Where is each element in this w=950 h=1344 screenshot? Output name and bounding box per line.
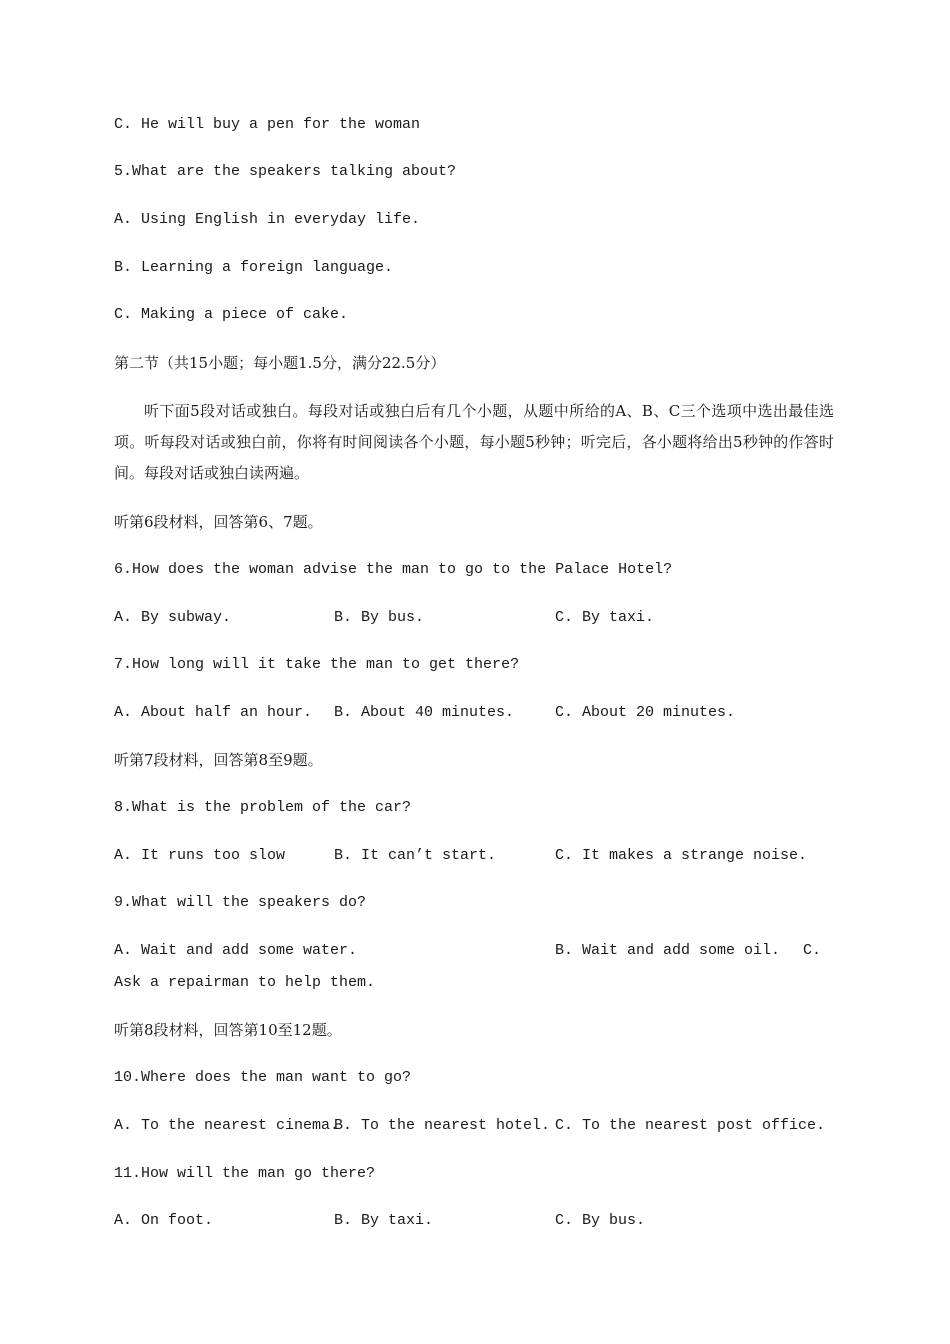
q6-option-a: A. By subway. [114,609,232,626]
q9-option-a: A. Wait and add some water. [114,942,358,959]
q9-option-c-text: Ask a repairman to help them. [114,974,376,991]
question-7: 7.How long will it take the man to get there? [114,656,520,673]
q10-option-c: C. To the nearest post office. [555,1117,826,1134]
q5-option-b: B. Learning a foreign language. [114,259,394,276]
section-2-heading: 第二节（共15小题；每小题1.5分，满分22.5分） [114,354,446,372]
q7-option-a: A. About half an hour. [114,704,313,721]
q4-option-c: C. He will buy a pen for the woman [114,116,421,133]
material-7-heading: 听第7段材料，回答第8至9题。 [114,751,323,769]
question-10: 10.Where does the man want to go? [114,1069,412,1086]
section-2-instructions: 听下面5段对话或独白。每段对话或独白后有几个小题，从题中所给的A、B、C三个选项中选出最佳选项。听每段对话或独白前，你将有时间阅读各个小题，每小题5秒钟；听完后，各小题将给出5秒钟的作答时间。每段对话或独白读两遍。 [114,402,834,482]
q6-option-c: C. By taxi. [555,609,655,626]
q11-option-b: B. By taxi. [334,1212,434,1229]
q9-option-c-label: C. [803,942,822,959]
material-8-heading: 听第8段材料，回答第10至12题。 [114,1021,342,1039]
q5-option-c: C. Making a piece of cake. [114,306,349,323]
question-6: 6.How does the woman advise the man to go to the Palace Hotel? [114,561,673,578]
q7-option-c: C. About 20 minutes. [555,704,736,721]
q10-option-a: A. To the nearest cinema. [114,1117,340,1134]
question-9: 9.What will the speakers do? [114,894,367,911]
q10-option-b: B. To the nearest hotel. [334,1117,551,1134]
q11-option-c: C. By bus. [555,1212,646,1229]
question-11: 11.How will the man go there? [114,1165,376,1182]
q9-option-b: B. Wait and add some oil. [555,942,781,959]
q8-option-b: B. It can’t start. [334,847,497,864]
q5-option-a: A. Using English in everyday life. [114,211,421,228]
q6-option-b: B. By bus. [334,609,425,626]
q7-option-b: B. About 40 minutes. [334,704,515,721]
question-8: 8.What is the problem of the car? [114,799,412,816]
material-6-heading: 听第6段材料，回答第6、7题。 [114,513,323,531]
q8-option-a: A. It runs too slow [114,847,286,864]
q8-option-c: C. It makes a strange noise. [555,847,808,864]
question-5: 5.What are the speakers talking about? [114,163,457,180]
q11-option-a: A. On foot. [114,1212,214,1229]
